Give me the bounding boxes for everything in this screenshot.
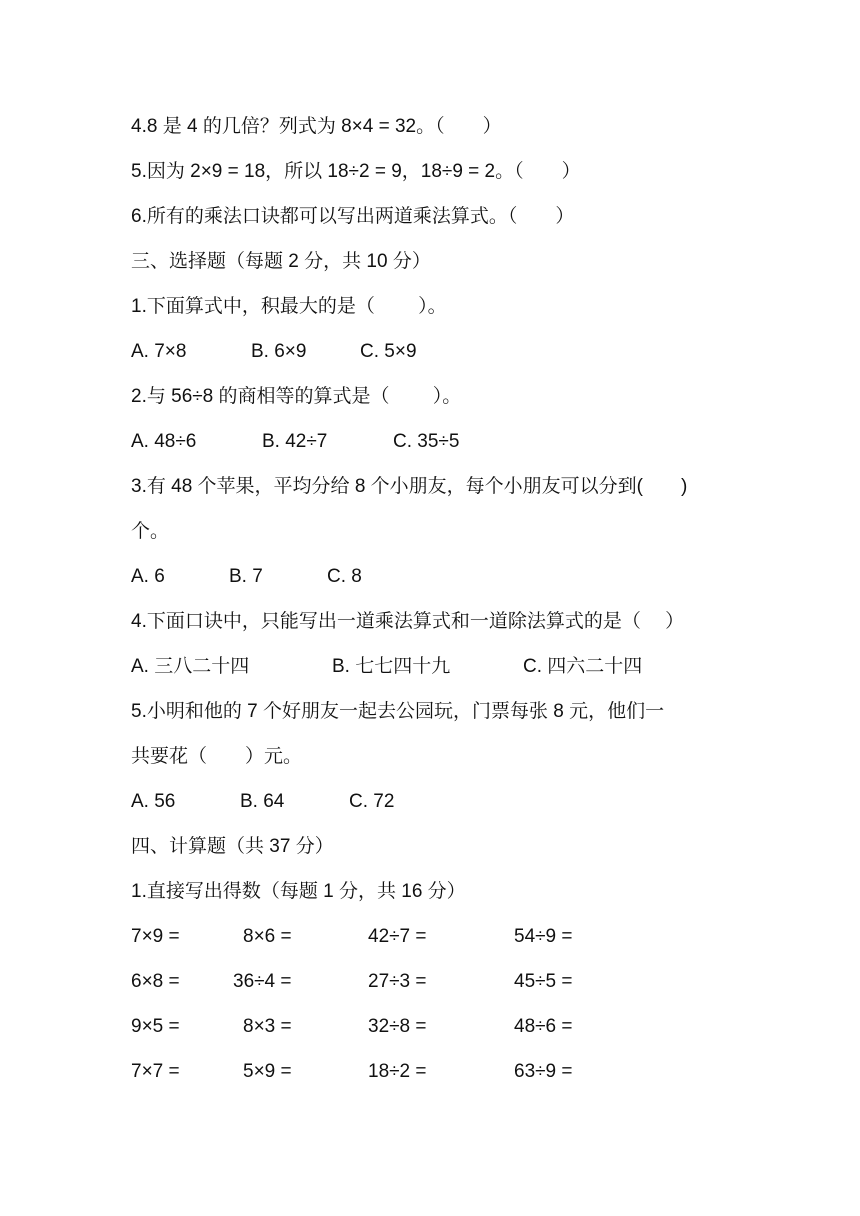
choice-q4-option-b: B. 七七四十九 (332, 656, 451, 677)
calc-cell: 45÷5 = (514, 971, 573, 992)
choice-q5-option-c: C. 72 (349, 791, 395, 812)
calc-cell: 7×7 = (131, 1061, 180, 1082)
choice-q1-option-c: C. 5×9 (360, 341, 417, 362)
calc-cell: 8×3 = (243, 1016, 292, 1037)
calc-cell: 32÷8 = (368, 1016, 427, 1037)
choice-q5-option-b: B. 64 (240, 791, 285, 812)
choice-q5-cont: 共要花（ ）元。 (131, 746, 303, 767)
calc-cell: 27÷3 = (368, 971, 427, 992)
judgement-q4: 4.8 是 4 的几倍？列式为 8×4 = 32。（ ） (131, 116, 502, 137)
choice-q4-option-a: A. 三八二十四 (131, 656, 250, 677)
section3-title: 三、选择题（每题 2 分，共 10 分） (131, 251, 431, 272)
calc-cell: 8×6 = (243, 926, 292, 947)
choice-q2-option-b: B. 42÷7 (262, 431, 328, 452)
section4-title: 四、计算题（共 37 分） (131, 836, 334, 857)
choice-q2-option-c: C. 35÷5 (393, 431, 460, 452)
choice-q1: 1.下面算式中，积最大的是（ ）。 (131, 296, 447, 317)
calc-cell: 63÷9 = (514, 1061, 573, 1082)
choice-q1-option-b: B. 6×9 (251, 341, 307, 362)
choice-q3-option-a: A. 6 (131, 566, 165, 587)
calc-cell: 7×9 = (131, 926, 180, 947)
choice-q4-option-c: C. 四六二十四 (523, 656, 643, 677)
judgement-q5: 5.因为 2×9 = 18，所以 18÷2 = 9，18÷9 = 2。（ ） (131, 161, 581, 182)
choice-q3-option-b: B. 7 (229, 566, 263, 587)
choice-q5-option-a: A. 56 (131, 791, 176, 812)
judgement-q6: 6.所有的乘法口诀都可以写出两道乘法算式。（ ） (131, 206, 575, 227)
choice-q5: 5.小明和他的 7 个好朋友一起去公园玩，门票每张 8 元，他们一 (131, 701, 665, 722)
section4-sub1: 1.直接写出得数（每题 1 分，共 16 分） (131, 881, 466, 902)
calc-cell: 5×9 = (243, 1061, 292, 1082)
calc-cell: 6×8 = (131, 971, 180, 992)
calc-cell: 48÷6 = (514, 1016, 573, 1037)
calc-cell: 54÷9 = (514, 926, 573, 947)
calc-cell: 9×5 = (131, 1016, 180, 1037)
calc-cell: 36÷4 = (233, 971, 292, 992)
choice-q3: 3.有 48 个苹果，平均分给 8 个小朋友，每个小朋友可以分到( ) (131, 476, 688, 497)
choice-q4: 4.下面口诀中，只能写出一道乘法算式和一道除法算式的是（ ） (131, 611, 685, 632)
choice-q1-option-a: A. 7×8 (131, 341, 187, 362)
calc-cell: 18÷2 = (368, 1061, 427, 1082)
calc-cell: 42÷7 = (368, 926, 427, 947)
choice-q3-cont: 个。 (131, 521, 170, 542)
choice-q3-option-c: C. 8 (327, 566, 362, 587)
choice-q2-option-a: A. 48÷6 (131, 431, 197, 452)
choice-q2: 2.与 56÷8 的商相等的算式是（ ）。 (131, 386, 462, 407)
